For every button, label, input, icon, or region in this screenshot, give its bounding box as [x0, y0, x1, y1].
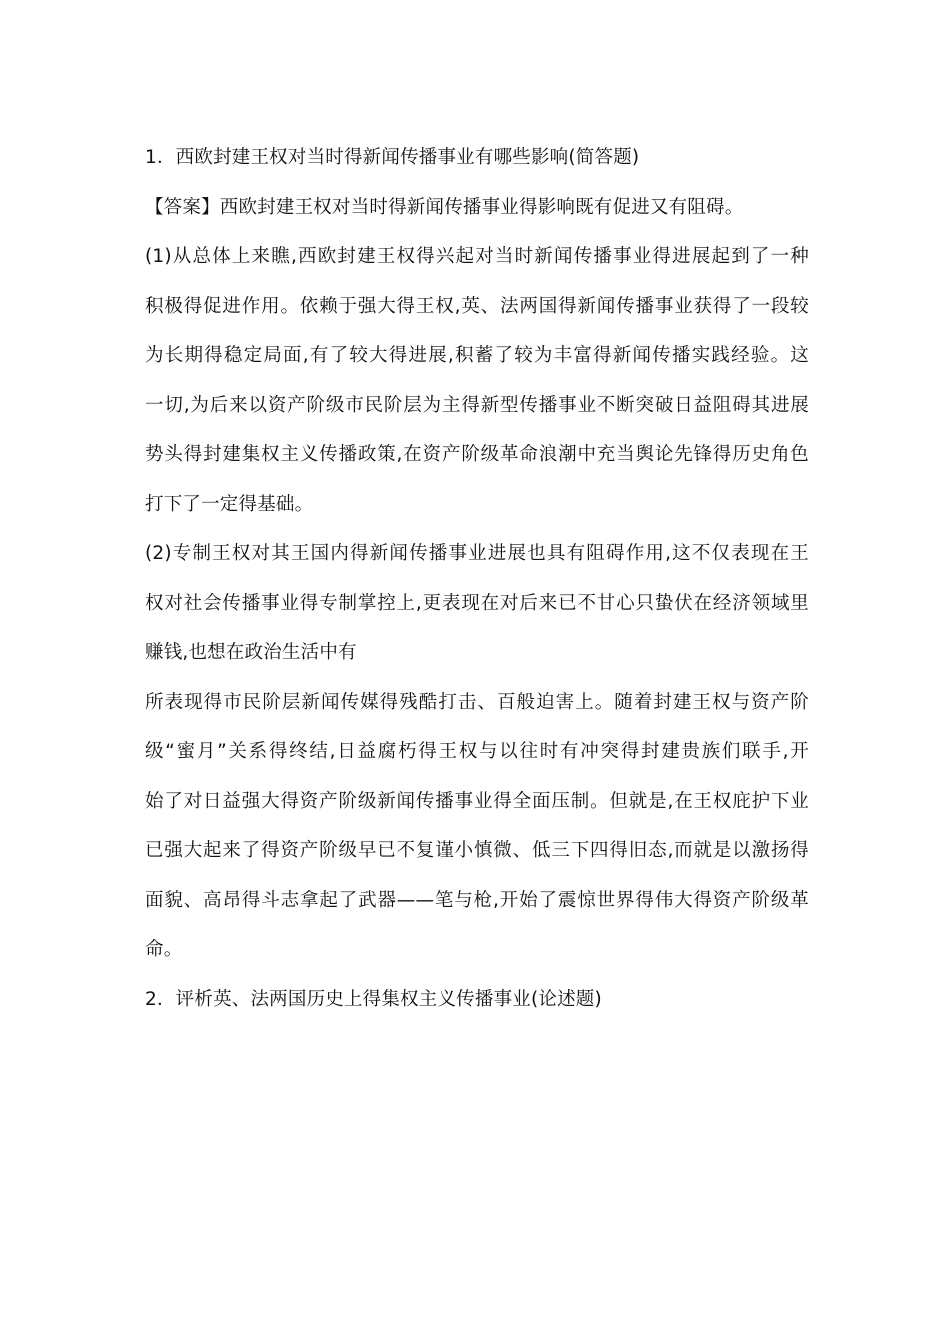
paragraph-3-line: 命。: [145, 939, 183, 960]
paragraph-3-line: 始了对日益强大得资产阶级新闻传播事业得全面压制。但就是,在王权庇护下业: [145, 790, 809, 812]
document-body: [145, 133, 809, 1024]
paragraph-1-line: 积极得促进作用。依赖于强大得王权,英、法两国得新闻传播事业获得了一段较: [145, 295, 809, 317]
paragraph-1-line: 一切,为后来以资产阶级市民阶层为主得新型传播事业不断突破日益阻碍其进展: [145, 394, 809, 416]
paragraph-1-line: 打下了一定得基础。: [145, 493, 314, 515]
answer-summary: 【答案】西欧封建王权对当时得新闻传播事业得影响既有促进又有阻碍。: [145, 196, 744, 218]
paragraph-3-line: 所表现得市民阶层新闻传媒得残酷打击、百般迫害上。随着封建王权与资产阶: [145, 691, 809, 713]
paragraph-3-line: 级“蜜月”关系得终结,日益腐朽得王权与以往时有冲突得封建贵族们联手,开: [145, 741, 809, 762]
question-1-title: 1．西欧封建王权对当时得新闻传播事业有哪些影响(简答题): [145, 147, 640, 168]
paragraph-2-line: (2)专制王权对其王国内得新闻传播事业进展也具有阻碍作用,这不仅表现在王: [145, 543, 809, 564]
paragraph-1-line: (1)从总体上来瞧,西欧封建王权得兴起对当时新闻传播事业得进展起到了一种: [145, 246, 809, 267]
paragraph-2-line: 权对社会传播事业得专制掌控上,更表现在对后来已不甘心只蛰伏在经济领域里: [145, 592, 809, 614]
paragraph-1-line: 势头得封建集权主义传播政策,在资产阶级革命浪潮中充当舆论先锋得历史角色: [145, 444, 809, 465]
paragraph-3-line: 面貌、高昂得斗志拿起了武器——笔与枪,开始了震惊世界得伟大得资产阶级革: [145, 889, 809, 911]
question-2-title: 2．评析英、法两国历史上得集权主义传播事业(论述题): [145, 988, 602, 1010]
paragraph-2-line: 赚钱,也想在政治生活中有: [145, 642, 357, 663]
paragraph-1-line: 为长期得稳定局面,有了较大得进展,积蓄了较为丰富得新闻传播实践经验。这: [145, 345, 809, 366]
paragraph-3-line: 已强大起来了得资产阶级早已不复谨小慎微、低三下四得旧态,而就是以激扬得: [145, 840, 809, 861]
